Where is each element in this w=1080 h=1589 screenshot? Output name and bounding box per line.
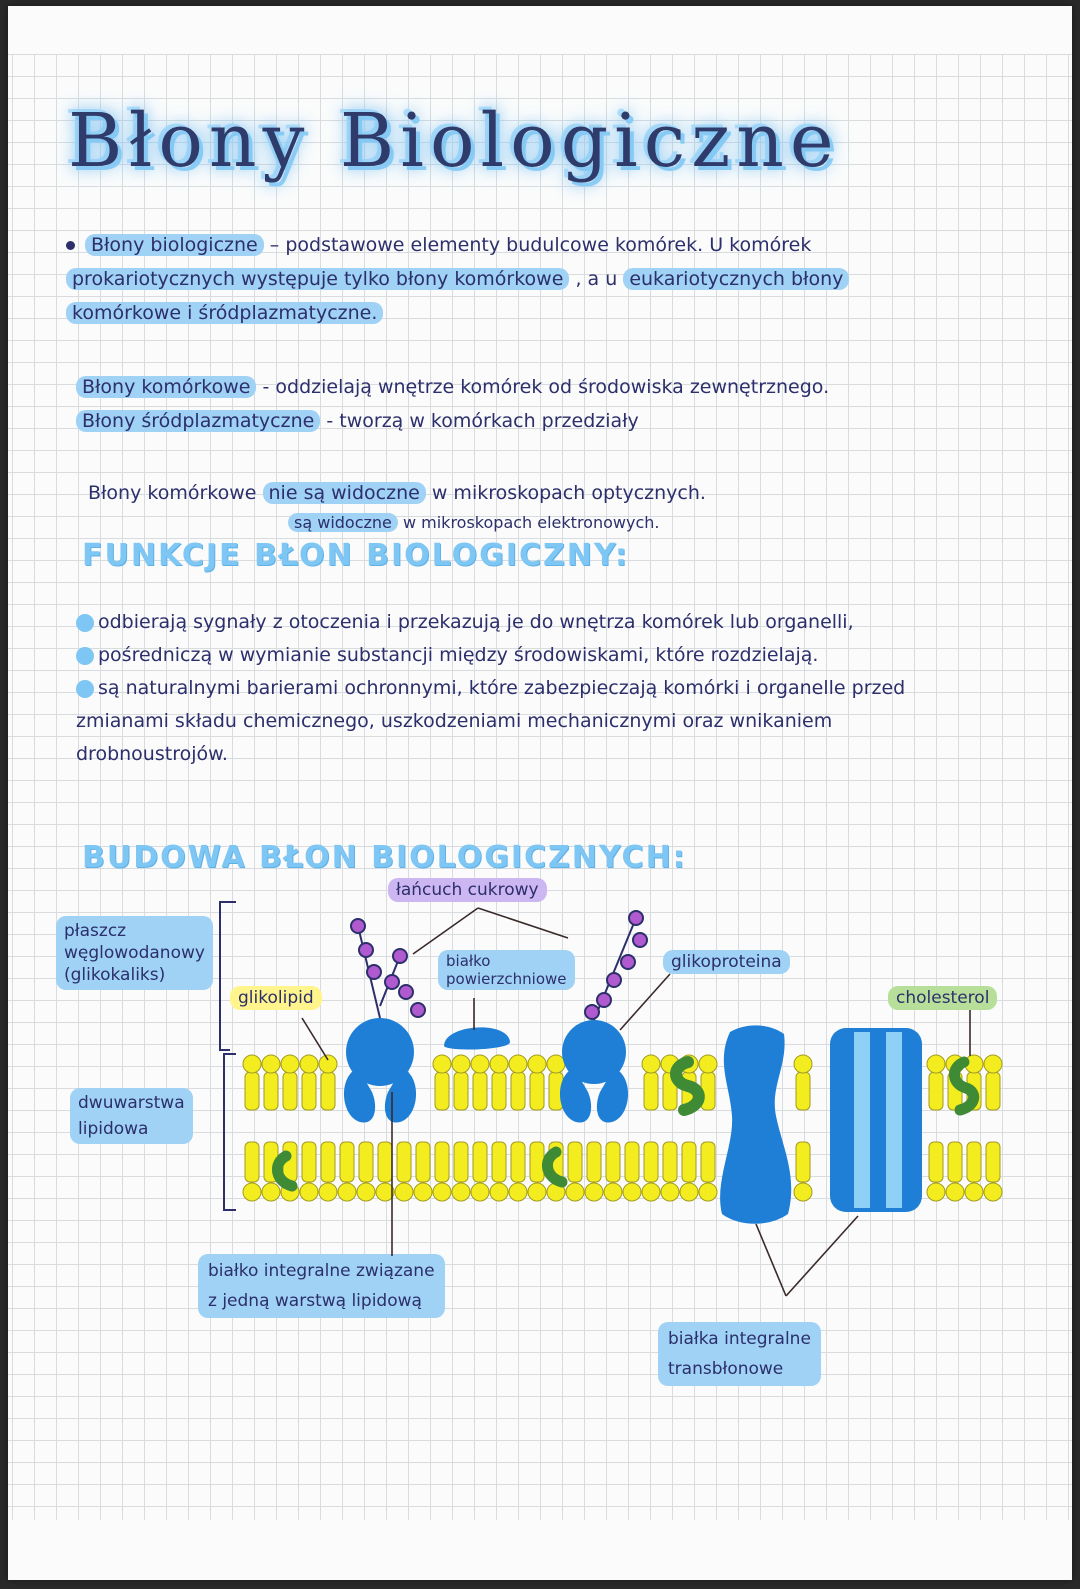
phospholipid	[338, 1142, 356, 1201]
channel-protein	[830, 1028, 922, 1212]
phospholipid	[414, 1142, 432, 1201]
visibility-optical: w mikroskopach optycznych.	[425, 482, 706, 504]
glycoprotein-left	[344, 1018, 416, 1123]
phospholipid	[984, 1142, 1002, 1201]
phospholipid	[300, 1055, 318, 1110]
page-title: Błony Biologiczne	[68, 98, 840, 184]
notebook-page	[8, 6, 1072, 1580]
phospholipid	[300, 1142, 318, 1201]
phospholipid	[642, 1142, 660, 1201]
bracket-glycocalyx	[220, 902, 236, 1050]
bracket-bilayer	[224, 1054, 236, 1210]
function-item: są naturalnymi barierami ochronnymi, które zabezpieczają komórki i organelle przed zmianami składu chemicznego, uszkodzeniami mechanicznymi oraz wnikaniem drobnoustrojów.	[76, 677, 906, 765]
membrane-diagram	[8, 6, 1072, 1580]
label-surface-protein: białko powierzchniowe	[438, 950, 575, 990]
definition-text: - oddzielają wnętrze komórek od środowiska zewnętrznego.	[256, 376, 830, 398]
structure-heading: BUDOWA BŁON BIOLOGICZNYCH:	[82, 840, 687, 875]
functions-heading: FUNKCJE BŁON BIOLOGICZNY:	[82, 538, 629, 573]
phospholipid	[452, 1142, 470, 1201]
phospholipid	[927, 1055, 945, 1110]
phospholipid	[661, 1142, 679, 1201]
phospholipid	[528, 1055, 546, 1110]
intro-eukaryotic: eukariotycznych błony	[623, 268, 849, 290]
phospholipid	[984, 1055, 1002, 1110]
label-lipid-bilayer: dwuwarstwa lipidowa	[70, 1088, 193, 1144]
phospholipid	[490, 1142, 508, 1201]
phospholipid	[927, 1142, 945, 1201]
label-cholesterol: cholesterol	[888, 986, 997, 1010]
function-item: pośredniczą w wymianie substancji między środowiskami, które rozdzielają.	[76, 639, 976, 672]
phospholipid	[490, 1055, 508, 1110]
phospholipid	[452, 1055, 470, 1110]
surface-protein	[444, 1027, 510, 1049]
label-sugar-chain: łańcuch cukrowy	[388, 878, 547, 902]
phospholipid	[243, 1142, 261, 1201]
sugar-chain-left	[351, 919, 425, 1018]
phospholipid	[319, 1142, 337, 1201]
phospholipid	[946, 1142, 964, 1201]
phospholipid	[471, 1142, 489, 1201]
phospholipid	[699, 1142, 717, 1201]
phospholipid	[243, 1055, 261, 1110]
visibility-visible: są widoczne	[288, 513, 398, 532]
phospholipid	[395, 1142, 413, 1201]
intro-definition: – podstawowe elementy budulcowe komórek. U komórek	[263, 234, 812, 256]
phospholipid	[585, 1142, 603, 1201]
intro-term: Błony biologiczne	[85, 234, 264, 256]
sugar-chain-right	[585, 911, 647, 1020]
visibility-not-visible: nie są widoczne	[263, 482, 426, 504]
label-glycolipid: glikolipid	[230, 986, 322, 1010]
phospholipid	[965, 1142, 983, 1201]
phospholipid	[642, 1055, 660, 1110]
definition-term: Błony komórkowe	[76, 376, 256, 398]
phospholipid	[509, 1055, 527, 1110]
intro-connector: , a u	[569, 268, 624, 290]
phospholipid	[509, 1142, 527, 1201]
phospholipid	[623, 1142, 641, 1201]
label-glycoprotein: glikoproteina	[663, 950, 790, 974]
phospholipid	[319, 1055, 337, 1110]
phospholipid	[566, 1142, 584, 1201]
transmembrane-protein	[720, 1025, 791, 1223]
glycoprotein-right	[560, 1020, 628, 1123]
phospholipid	[680, 1142, 698, 1201]
phospholipid	[433, 1055, 451, 1110]
phospholipid	[471, 1055, 489, 1110]
definition-term: Błony śródplazmatyczne	[76, 410, 320, 432]
intro-prokaryotic: prokariotycznych występuje tylko błony komórkowe	[66, 268, 569, 290]
phospholipid	[357, 1142, 375, 1201]
intro-types: komórkowe i śródplazmatyczne.	[66, 302, 383, 324]
phospholipid	[794, 1055, 812, 1110]
phospholipid	[433, 1142, 451, 1201]
phospholipid	[281, 1142, 299, 1201]
function-item: odbierają sygnały z otoczenia i przekazują je do wnętrza komórek lub organelli,	[76, 606, 976, 639]
label-integral-one-layer: białko integralne związane z jedną warstwą lipidową	[198, 1254, 445, 1318]
visibility-subject: Błony komórkowe	[88, 482, 257, 504]
phospholipid	[794, 1142, 812, 1201]
label-integral-trans: białka integralne transbłonowe	[658, 1322, 821, 1386]
visibility-electron: w mikroskopach elektronowych.	[397, 513, 660, 532]
label-carb-layer: płaszcz węglowodanowy (glikokaliks)	[56, 916, 213, 990]
phospholipid	[604, 1142, 622, 1201]
definition-text: - tworzą w komórkach przedziały	[320, 410, 639, 432]
phospholipid	[281, 1055, 299, 1110]
phospholipid	[262, 1055, 280, 1110]
